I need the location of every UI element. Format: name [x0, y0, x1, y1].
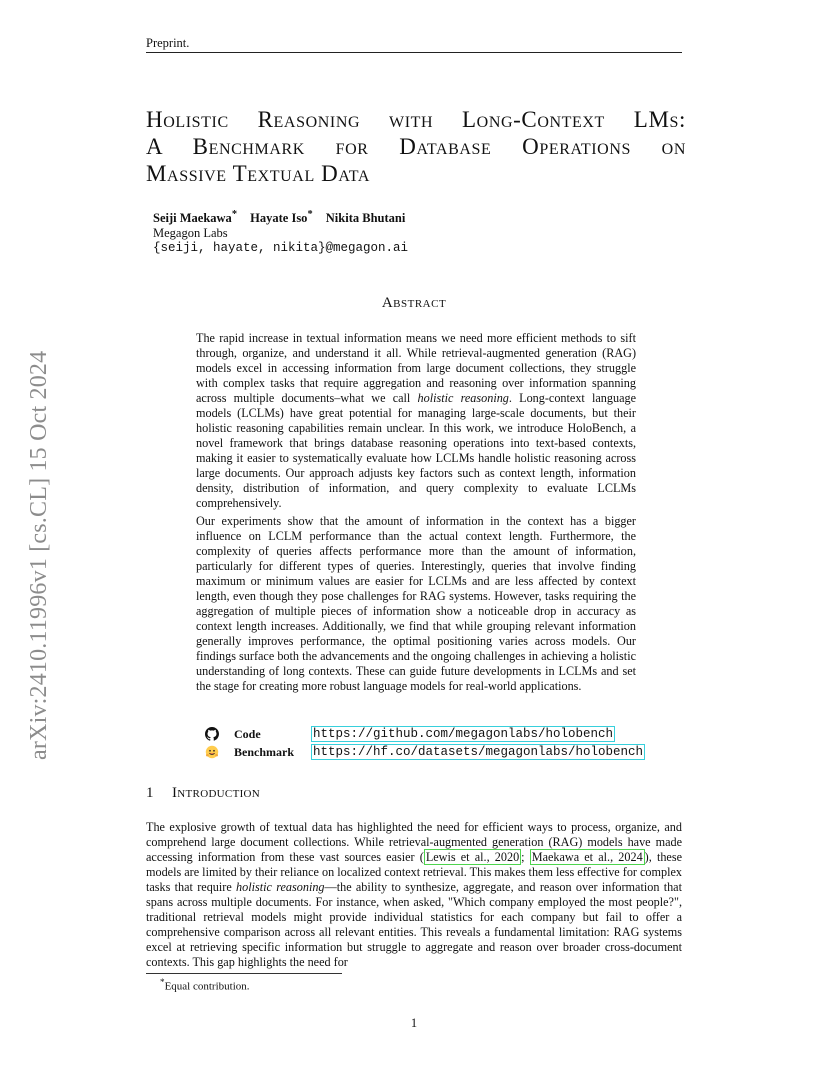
- code-link-row: [202, 725, 645, 743]
- author-list: [153, 209, 405, 226]
- arxiv-identifier-stamp: arXiv:2410.11996v1 [cs.CL] 15 Oct 2024: [26, 350, 52, 760]
- abstract-text: . Long-context language models (LCLMs) have great potential for managing large-scale documents, but their holistic reasoning capabilities remain unclear. In this work, we introduce HoloBench, a novel framework that brings database reasoning operations into text-based contexts, making it easier to systematically evaluate how LCLMs handle holistic reasoning across large documents. Our approach adjusts key factors such as context length, information density, distribution of information, and query complexity to evaluate LCLMs comprehensively.: [196, 391, 636, 510]
- section-title: Introduction: [172, 785, 261, 801]
- running-header: Preprint.: [146, 36, 190, 50]
- title-line: Holistic Reasoning with Long-Context LMs:: [146, 107, 686, 132]
- intro-text: ;: [521, 850, 530, 864]
- footnote-rule: [146, 973, 342, 974]
- benchmark-url-link[interactable]: https://hf.co/datasets/megagonlabs/holobench: [313, 745, 644, 759]
- intro-text: ), these models are limited by their reliance on localized context retrieval. This makes them less effective for complex tasks that require: [146, 850, 682, 894]
- author-name: Hayate Iso: [250, 211, 308, 226]
- section-heading: [146, 785, 260, 802]
- abstract-paragraph: [196, 331, 636, 511]
- footnote-text: Equal contribution.: [164, 980, 250, 993]
- introduction-paragraph: [146, 820, 682, 970]
- code-label: Code: [234, 726, 261, 741]
- footnote: [160, 977, 250, 993]
- paper-title: [146, 106, 686, 187]
- emphasized-term: holistic reasoning: [236, 880, 325, 894]
- author-name: Seiji Maekawa: [153, 211, 232, 226]
- affiliation: Megagon Labs: [153, 226, 228, 240]
- section-number: 1: [146, 785, 154, 801]
- citation-link[interactable]: Maekawa et al., 2024: [531, 850, 643, 864]
- github-icon: [202, 727, 222, 741]
- benchmark-link-row: [202, 743, 645, 761]
- emphasized-term: holistic reasoning: [417, 391, 509, 405]
- intro-text: —the ability to synthesize, aggregate, and reason over information that spans across multiple documents. For instance, when asked, "Which company employed the most people?", traditional retrieval models might provide individual statistics for each company but fail to offer a comprehensive comparison across all relevant entities. This reveals a fundamental limitation: RAG systems excel at retrieving specific information but struggle to aggregate and reason over broader cross-document contexts. This gap highlights the need for: [146, 880, 682, 969]
- hugging-face-icon: [202, 745, 222, 759]
- author-mark: *: [307, 209, 313, 220]
- citation-link[interactable]: Lewis et al., 2020: [425, 850, 520, 864]
- resource-links: [202, 725, 645, 761]
- benchmark-label: Benchmark: [234, 744, 294, 759]
- title-line: Massive Textual Data: [146, 161, 371, 186]
- code-url-link[interactable]: https://github.com/megagonlabs/holobench: [313, 727, 614, 741]
- title-line: A Benchmark for Database Operations on: [146, 134, 686, 159]
- footnote-mark: *: [160, 977, 165, 987]
- abstract-paragraph: Our experiments show that the amount of information in the context has a bigger influence on LCLM performance than the actual context length. Furthermore, the complexity of queries affects performance more than the amount of information, particularly for different types of queries. Interestingly, queries that involve finding maximum or minimum values are easier for LCLMs and are less affected by context length, even though they pose challenges for RAG systems. However, tasks requiring the aggregation of multiple pieces of information show a noticeable drop in accuracy as context length increases. Additionally, we find that while grouping relevant information generally improves performance, the optimal positioning varies across models. Our findings surface both the advancements and the ongoing challenges in achieving a holistic understanding of long contexts. These can guide future developments in LCLMs and set the stage for creating more robust language models for real-world applications.: [196, 514, 636, 693]
- author-mark: *: [231, 209, 238, 220]
- author-emails: {seiji, hayate, nikita}@megagon.ai: [153, 241, 409, 255]
- header-rule: [146, 52, 682, 53]
- intro-text: The explosive growth of textual data has highlighted the need for efficient ways to process, organize, and comprehend large document collections. While retrieval-augmented generation (RAG) models have made accessing information from these vast sources easier (: [146, 820, 682, 864]
- abstract-text: The rapid increase in textual information means we need more efficient methods to sift through, organize, and understand it all. While retrieval-augmented generation (RAG) models excel in accessing information from large document collections, they struggle with complex tasks that require aggregation and reasoning over information spanning across multiple documents–what we call: [196, 331, 636, 405]
- author-name: Nikita Bhutani: [325, 211, 406, 226]
- abstract-heading: Abstract: [381, 295, 447, 311]
- page-number: 1: [410, 1016, 418, 1030]
- abstract-body: [196, 331, 636, 697]
